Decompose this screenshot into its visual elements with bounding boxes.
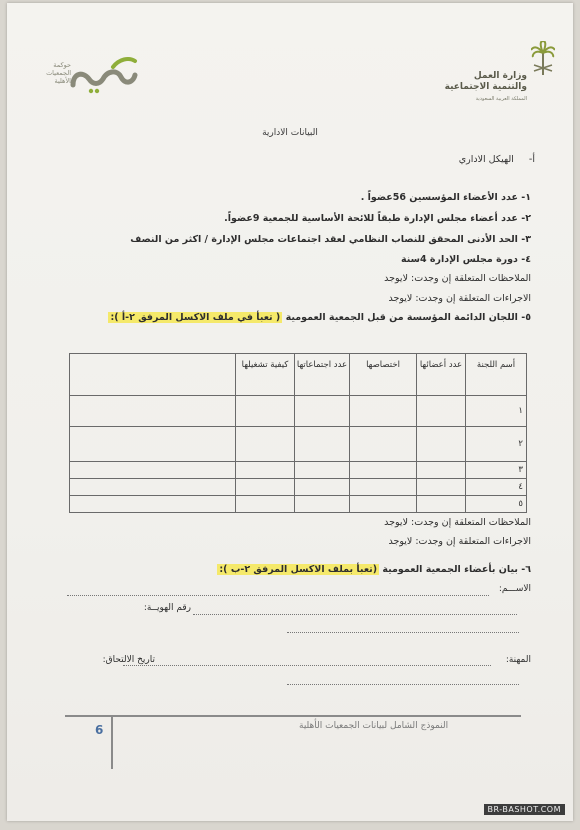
document-page (7, 3, 573, 821)
table-row (70, 396, 527, 427)
item-5: ٥- اللجان الدائمة المؤسسة من قبل الجمعية العمومية ( تعبأ في ملف الاكسل المرفق ٢-أ ): (110, 312, 531, 323)
join-date-label: تاريخ الالتحاق: (102, 655, 155, 665)
item-3: ٣- الحد الأدنى المحقق للنصاب النظامي لعقد اجتماعات مجلس الإدارة / اكثر من النصف (130, 234, 531, 245)
row-number: ٢ (466, 427, 527, 462)
page-number: 6 (95, 723, 104, 737)
col-members-count: عدد أعضائها (417, 354, 466, 396)
ministry-name: وزارة العمل والتنمية الاجتماعية (444, 71, 527, 92)
col-committee-name: أسم اللجنة (466, 354, 527, 396)
table-row (70, 427, 527, 462)
ministry-logo (444, 41, 561, 111)
item-6: ٦- بيان بأعضاء الجمعية العمومية (تعبأ بملف الاكسل المرفق ٢-ب ): (219, 564, 531, 575)
row-number: ١ (466, 396, 527, 427)
item-2: ٢- عدد أعضاء مجلس الإدارة طبقاً للائحة الأساسية للجمعية 9عضواً. (224, 213, 531, 224)
item-6-highlight: (تعبأ بملف الاكسل المرفق ٢-ب ): (219, 564, 378, 575)
row-number: ٣ (466, 462, 527, 479)
footer-rule (65, 715, 521, 717)
makeen-logo-mark (69, 55, 139, 95)
ministry-subtitle: المملكة العربية السعودية (475, 96, 527, 102)
profession-label: المهنة: (505, 655, 531, 665)
name-label: الاســـم: (498, 584, 531, 594)
row-number: ٥ (466, 496, 527, 513)
col-blank (70, 354, 236, 396)
col-specialization: اختصاصها (350, 354, 417, 396)
col-operation-method: كيفية تشغيلها (236, 354, 295, 396)
procedures-1: الاجراءات المتعلقة إن وجدت: لايوجد (388, 293, 531, 304)
name-input-line[interactable] (67, 595, 489, 596)
sub-section-label: الهيكل الاداري (458, 154, 514, 165)
id-input-line-2[interactable] (287, 632, 519, 633)
row-number: ٤ (466, 479, 527, 496)
notes-1: الملاحظات المتعلقة إن وجدت: لايوجد (384, 273, 531, 284)
table-row (70, 462, 527, 479)
profession-input-line[interactable] (123, 665, 491, 666)
sub-section-title (459, 154, 535, 165)
footer-title: النموذج الشامل لبيانات الجمعيات الأهلية (299, 721, 449, 731)
ngo-governance-logo (29, 55, 141, 95)
sub-section-letter: أ- (528, 154, 535, 165)
palm-tree-icon (531, 41, 555, 75)
join-date-input-line[interactable] (287, 684, 519, 685)
ngo-name: حوكمة الجمعيات الأهلية (46, 61, 71, 85)
table-row (70, 496, 527, 513)
procedures-2: الاجراءات المتعلقة إن وجدت: لايوجد (388, 536, 531, 547)
id-input-line[interactable] (193, 614, 517, 615)
table-row (70, 479, 527, 496)
col-meetings-count: عدد اجتماعاتها (295, 354, 350, 396)
section-title: البيانات الادارية (262, 128, 318, 138)
id-label: رقم الهويــة: (143, 603, 191, 613)
watermark: BR-BASHOT.COM (484, 804, 565, 815)
committees-table (69, 353, 527, 513)
item-4: ٤- دورة مجلس الإدارة 4سنة (400, 254, 531, 265)
notes-2: الملاحظات المتعلقة إن وجدت: لايوجد (384, 517, 531, 528)
footer-divider (111, 717, 113, 769)
item-5-highlight: ( تعبأ في ملف الاكسل المرفق ٢-أ ): (110, 312, 281, 323)
item-1: ١- عدد الأعضاء المؤسسين 56عضواً . (360, 192, 531, 203)
